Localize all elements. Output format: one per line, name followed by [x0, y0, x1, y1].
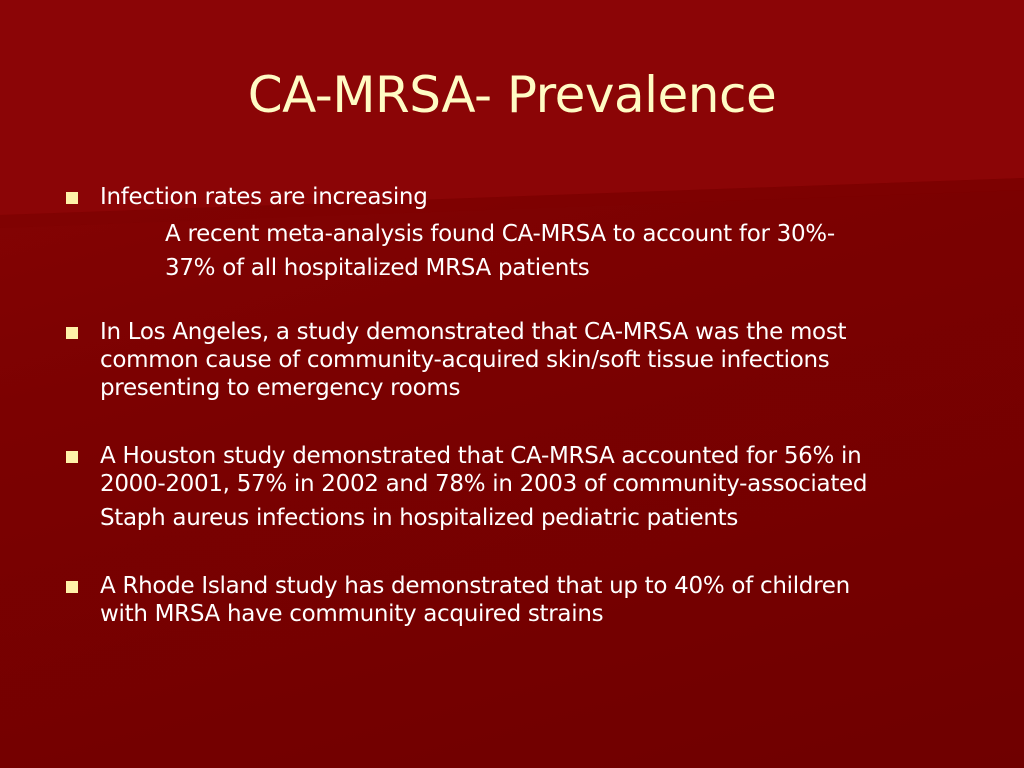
- bullet-item-3: [100, 442, 980, 532]
- bullet-line-3: presenting to emergency rooms: [100, 375, 461, 401]
- bullet-line-1: In Los Angeles, a study demonstrated that CA-MRSA was the most: [100, 319, 847, 345]
- bullet-icon: [66, 192, 78, 204]
- bullet-icon: [66, 451, 78, 463]
- bullet-icon: [66, 327, 78, 339]
- sub-point-line-2: 37% of all hospitalized MRSA patients: [165, 255, 590, 281]
- bullet-line-1: A Houston study demonstrated that CA-MRSA accounted for 56% in: [100, 443, 862, 469]
- slide-title: CA-MRSA- Prevalence: [247, 66, 777, 124]
- bullet-text: Infection rates are increasing: [100, 184, 428, 210]
- sub-point-line-1: A recent meta-analysis found CA-MRSA to account for 30%-: [165, 221, 835, 247]
- bullet-icon: [66, 581, 78, 593]
- bullet-item-4: [100, 572, 980, 628]
- bullet-line-2: common cause of community-acquired skin/soft tissue infections: [100, 347, 830, 373]
- bullet-item-2: [100, 318, 980, 402]
- bullet-item-1: [100, 183, 980, 211]
- bullet-line-1: A Rhode Island study has demonstrated that up to 40% of children: [100, 573, 850, 599]
- sub-point: [165, 217, 965, 285]
- bullet-line-2: 2000-2001, 57% in 2002 and 78% in 2003 of community-associated: [100, 471, 868, 497]
- bullet-line-2: with MRSA have community acquired strains: [100, 601, 604, 627]
- bullet-line-3: Staph aureus infections in hospitalized pediatric patients: [100, 505, 739, 531]
